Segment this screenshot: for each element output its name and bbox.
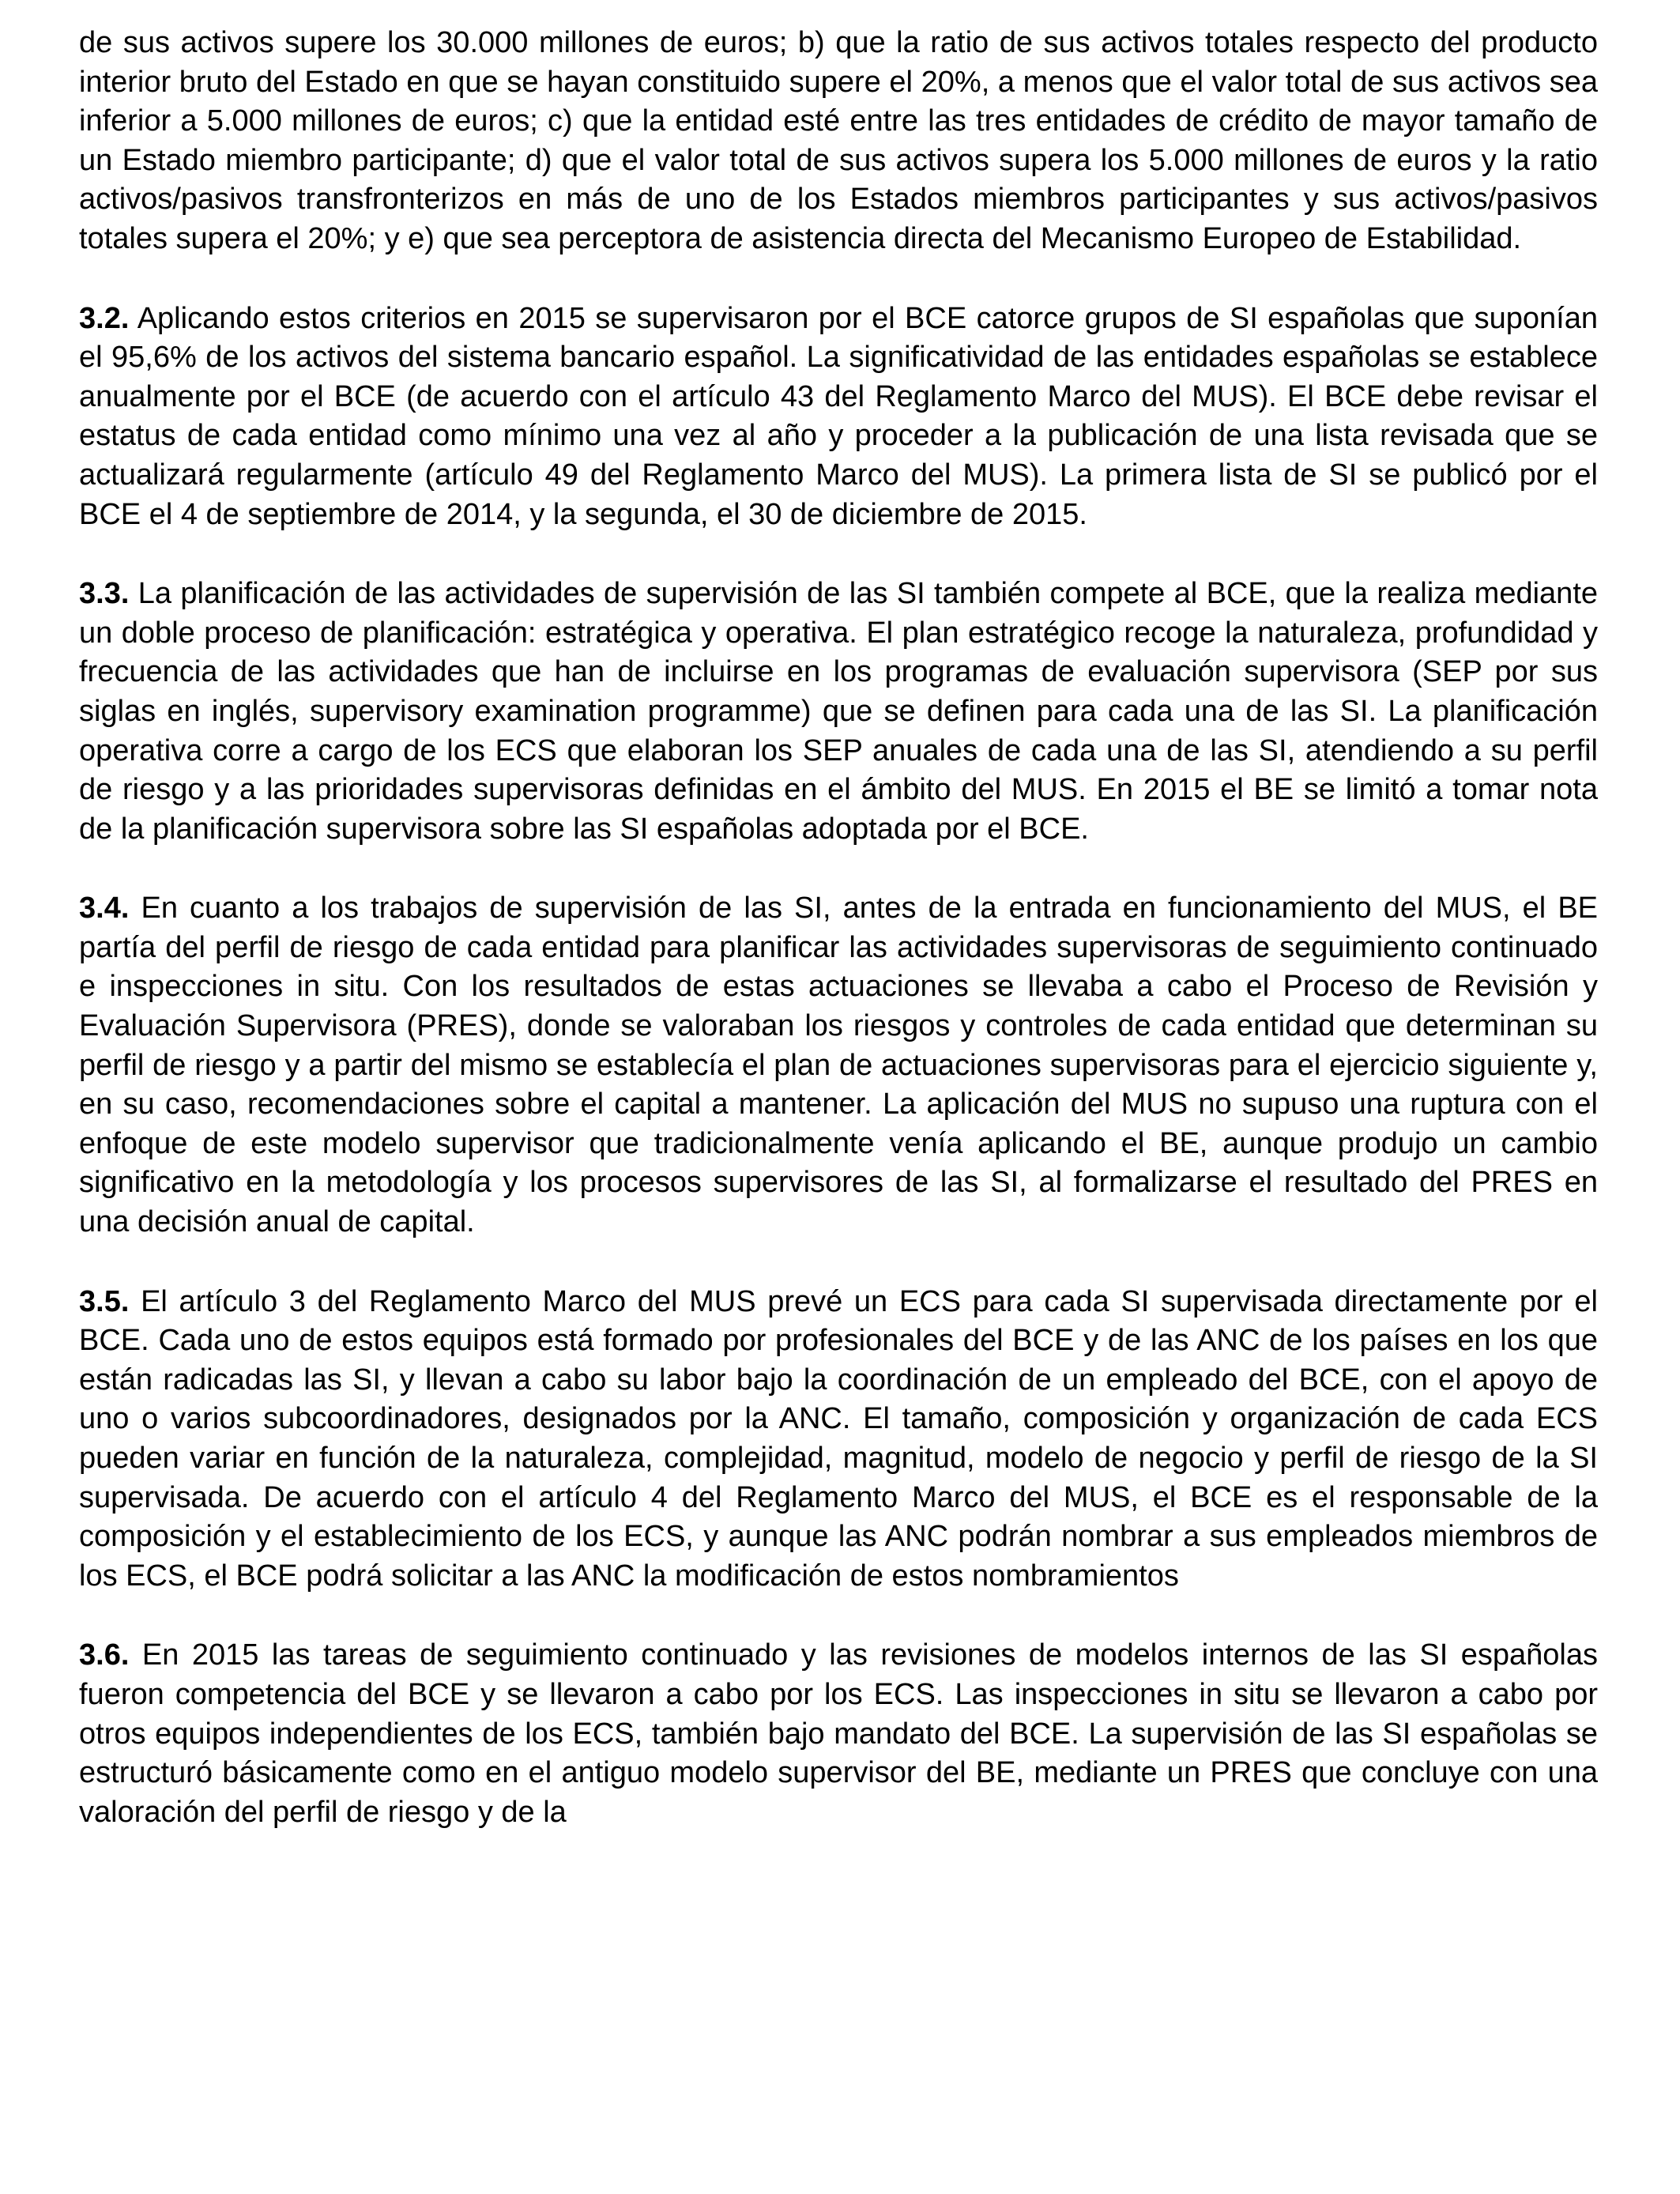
paragraph-3-4 <box>79 889 1598 1242</box>
paragraph-number: 3.3. <box>79 577 130 611</box>
document-page <box>79 24 1598 1832</box>
paragraph-text: Aplicando estos criterios en 2015 se supervisaron por el BCE catorce grupos de SI españolas que suponían el 95,6% de los activos del sistema bancario español. La significatividad de las entidades españolas se establece anualmente por el BCE (de acuerdo con el artículo 43 del Reglamento Marco del MUS). El BCE debe revisar el estatus de cada entidad como mínimo una vez al año y proceder a la publicación de una lista revisada que se actualizará regularmente (artículo 49 del Reglamento Marco del MUS). La primera lista de SI se publicó por el BCE el 4 de septiembre de 2014, y la segunda, el 30 de diciembre de 2015. <box>79 301 1598 531</box>
paragraph-number: 3.4. <box>79 892 130 925</box>
paragraph-text: El artículo 3 del Reglamento Marco del MUS prevé un ECS para cada SI supervisada directamente por el BCE. Cada uno de estos equipos está formado por profesionales del BCE y de las ANC de los países en los que están radicadas las SI, y llevan a cabo su labor bajo la coordinación de un empleado del BCE, con el apoyo de uno o varios subcoordinadores, designados por la ANC. El tamaño, composición y organización de cada ECS pueden variar en función de la naturaleza, complejidad, magnitud, modelo de negocio y perfil de riesgo de la SI supervisada. De acuerdo con el artículo 4 del Reglamento Marco del MUS, el BCE es el responsable de la composición y el establecimiento de los ECS, y aunque las ANC podrán nombrar a sus empleados miembros de los ECS, el BCE podrá solicitar a las ANC la modificación de estos nombramientos <box>79 1284 1598 1593</box>
paragraph-3-1-continuation <box>79 24 1598 259</box>
paragraph-text: En 2015 las tareas de seguimiento continuado y las revisiones de modelos internos de las SI españolas fueron competencia del BCE y se llevaron a cabo por los ECS. Las inspecciones in situ se llevaron a cabo por otros equipos independientes de los ECS, también bajo mandato del BCE. La supervisión de las SI españolas se estructuró básicamente como en el antiguo modelo supervisor del BE, mediante un PRES que concluye con una valoración del perfil de riesgo y de la <box>79 1638 1598 1829</box>
paragraph-3-6 <box>79 1636 1598 1832</box>
paragraph-number: 3.6. <box>79 1638 130 1672</box>
paragraph-3-2 <box>79 300 1598 535</box>
paragraph-text: de sus activos supere los 30.000 millones de euros; b) que la ratio de sus activos totales respecto del producto interior bruto del Estado en que se hayan constituido supere el 20%, a menos que el valor total de sus activos sea inferior a 5.000 millones de euros; c) que la entidad esté entre las tres entidades de crédito de mayor tamaño de un Estado miembro participante; d) que el valor total de sus activos supera los 5.000 millones de euros y la ratio activos/pasivos transfronterizos en más de uno de los Estados miembros participantes y sus activos/pasivos totales supera el 20%; y e) que sea perceptora de asistencia directa del Mecanismo Europeo de Estabilidad. <box>79 26 1598 255</box>
paragraph-text: En cuanto a los trabajos de supervisión de las SI, antes de la entrada en funcionamiento del MUS, el BE partía del perfil de riesgo de cada entidad para planificar las actividades supervisoras de seguimiento continuado e inspecciones in situ. Con los resultados de estas actuaciones se llevaba a cabo el Proceso de Revisión y Evaluación Supervisora (PRES), donde se valoraban los riesgos y controles de cada entidad que determinan su perfil de riesgo y a partir del mismo se establecía el plan de actuaciones supervisoras para el ejercicio siguiente y, en su caso, recomendaciones sobre el capital a mantener. La aplicación del MUS no supuso una ruptura con el enfoque de este modelo supervisor que tradicionalmente venía aplicando el BE, aunque produjo un cambio significativo en la metodología y los procesos supervisores de las SI, al formalizarse el resultado del PRES en una decisión anual de capital. <box>79 892 1599 1239</box>
paragraph-3-5 <box>79 1283 1598 1596</box>
paragraph-3-3 <box>79 575 1598 849</box>
paragraph-number: 3.5. <box>79 1284 130 1318</box>
paragraph-text: La planificación de las actividades de supervisión de las SI también compete al BCE, que la realiza mediante un doble proceso de planificación: estratégica y operativa. El plan estratégico recoge la naturaleza, profundidad y frecuencia de las actividades que han de incluirse en los programas de evaluación supervisora (SEP por sus siglas en inglés, supervisory examination programme) que se definen para cada una de las SI. La planificación operativa corre a cargo de los ECS que elaboran los SEP anuales de cada una de las SI, atendiendo a su perfil de riesgo y a las prioridades supervisoras definidas en el ámbito del MUS. En 2015 el BE se limitó a tomar nota de la planificación supervisora sobre las SI españolas adoptada por el BCE. <box>79 577 1599 846</box>
paragraph-number: 3.2. <box>79 301 130 335</box>
